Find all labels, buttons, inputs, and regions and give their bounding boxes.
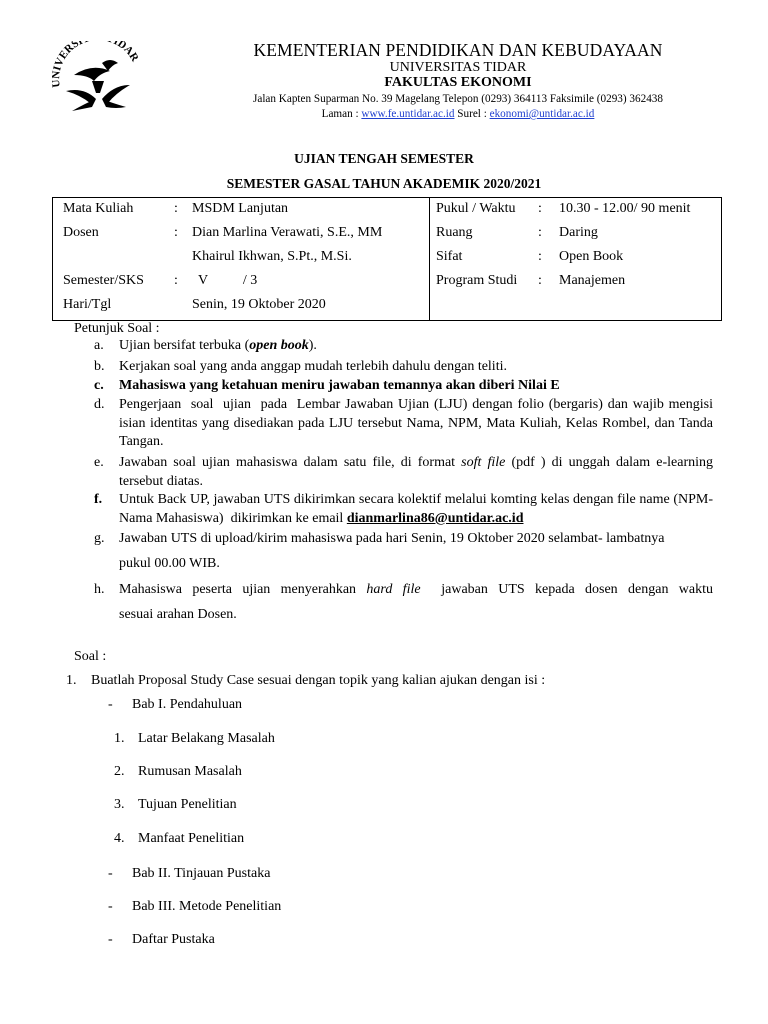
info-value: 10.30 - 12.00/ 90 menit xyxy=(559,201,691,216)
info-colon: : xyxy=(538,201,542,216)
item-text-part: Mahasiswa peserta ujian menyerahkan xyxy=(119,582,367,597)
question-1 xyxy=(66,673,546,689)
item-marker: c. xyxy=(94,378,104,393)
item-marker: f. xyxy=(94,492,103,507)
item-text: pukul 00.00 WIB. xyxy=(119,556,220,571)
question-text: Buatlah Proposal Study Case sesuai dengan topik yang kalian ajukan dengan isi : xyxy=(91,673,546,688)
outline-marker: 3. xyxy=(114,797,125,812)
question-marker: 1. xyxy=(66,673,77,688)
item-text-part: Untuk Back UP, jawaban UTS dikirimkan secara kolektif melalui komting kelas dengan file name (NPM-Nama Mahasiswa) dikirimkan ke email xyxy=(119,492,713,526)
item-marker: b. xyxy=(94,359,105,374)
info-colon: : xyxy=(174,273,178,288)
outline-text: Bab II. Tinjauan Pustaka xyxy=(132,866,271,881)
outline-marker: 2. xyxy=(114,764,125,779)
website-link[interactable]: www.fe.untidar.ac.id xyxy=(361,108,455,120)
item-text: Mahasiswa yang ketahuan meniru jawaban temannya akan diberi Nilai E xyxy=(119,378,560,393)
info-value: Manajemen xyxy=(559,273,626,288)
item-text: Pengerjaan soal ujian pada Lembar Jawaban Ujian (LJU) dengan folio (bergaris) dan wajib mengisi isian identitas yang disediakan pada LJU tersebut Nama, NPM, Mata Kuliah, Kelas Rombel, dan Tanda Tangan. xyxy=(119,397,717,450)
info-row xyxy=(53,270,429,294)
info-row xyxy=(53,246,429,270)
item-text-part: Jawaban soal ujian mahasiswa dalam satu file, di format xyxy=(119,455,462,470)
item-text xyxy=(119,454,713,491)
info-colon: : xyxy=(174,201,178,216)
outline-marker: - xyxy=(108,899,113,914)
item-text xyxy=(119,337,713,356)
outline-text: Tujuan Penelitian xyxy=(138,797,237,812)
info-label: Pukul / Waktu xyxy=(436,201,516,216)
info-row xyxy=(53,198,429,222)
outline-text: Daftar Pustaka xyxy=(132,932,215,947)
outline-text: Bab III. Metode Penelitian xyxy=(132,899,282,914)
svg-text:UNIVERSITAS TIDAR xyxy=(52,41,141,88)
info-row xyxy=(430,222,721,246)
outline-marker: - xyxy=(108,866,113,881)
exam-info-table xyxy=(52,197,722,321)
item-marker: d. xyxy=(94,397,105,412)
item-text: Kerjakan soal yang anda anggap mudah terlebih dahulu dengan teliti. xyxy=(119,359,507,374)
item-text-part: Ujian bersifat terbuka ( xyxy=(119,338,250,353)
info-value: Dian Marlina Verawati, S.E., MM xyxy=(192,225,383,240)
info-value: V / 3 xyxy=(198,273,258,288)
item-emphasis: open book xyxy=(249,338,309,353)
info-colon: : xyxy=(538,273,542,288)
info-label: Sifat xyxy=(436,249,463,264)
item-marker: g. xyxy=(94,531,105,546)
outline-text: Manfaat Penelitian xyxy=(138,831,245,846)
info-row xyxy=(53,294,429,318)
item-text xyxy=(119,491,713,528)
item-emphasis: hard file xyxy=(366,582,421,597)
info-row xyxy=(430,270,721,294)
info-value: MSDM Lanjutan xyxy=(192,201,289,216)
info-label: Program Studi xyxy=(436,273,518,288)
item-text xyxy=(119,581,713,600)
info-row xyxy=(53,222,429,246)
university-name: UNIVERSITAS TIDAR xyxy=(389,60,527,75)
item-marker: e. xyxy=(94,455,104,470)
info-colon: : xyxy=(538,249,542,264)
outline-text: Rumusan Masalah xyxy=(138,764,242,779)
questions-heading: Soal : xyxy=(74,649,107,664)
address-line: Jalan Kapten Suparman No. 39 Magelang Telepon (0293) 364113 Faksimile (0293) 362438 xyxy=(253,93,663,105)
exam-info-right xyxy=(430,198,722,321)
outline-marker: - xyxy=(108,697,113,712)
item-text-part: ). xyxy=(308,338,317,353)
item-text: Jawaban UTS di upload/kirim mahasiswa pada hari Senin, 19 Oktober 2020 selambat- lambatnya xyxy=(119,531,665,546)
outline-marker: 1. xyxy=(114,731,125,746)
contact-line xyxy=(168,108,748,120)
info-label: Hari/Tgl xyxy=(63,297,112,312)
outline-text: Latar Belakang Masalah xyxy=(138,731,275,746)
info-row xyxy=(430,246,721,270)
info-label: Dosen xyxy=(63,225,99,240)
logo-text: IVERSI IDAR xyxy=(52,41,141,72)
exam-subtitle: SEMESTER GASAL TAHUN AKADEMIK 2020/2021 xyxy=(226,176,542,191)
info-colon: : xyxy=(174,225,178,240)
outline-text: Bab I. Pendahuluan xyxy=(132,697,243,712)
item-marker: a. xyxy=(94,338,104,353)
info-label: Mata Kuliah xyxy=(63,201,134,216)
exam-info-left xyxy=(53,198,430,321)
info-colon: : xyxy=(538,225,542,240)
info-label: Ruang xyxy=(436,225,473,240)
item-marker: h. xyxy=(94,582,105,597)
info-label: Semester/SKS xyxy=(63,273,144,288)
item-text: sesuai arahan Dosen. xyxy=(119,607,237,622)
info-value: Daring xyxy=(559,225,598,240)
instructions-heading: Petunjuk Soal : xyxy=(74,321,160,336)
item-text-part: (pdf ) di unggah dalam e-learning tersebut diatas. xyxy=(119,455,713,489)
outline-marker: - xyxy=(108,932,113,947)
info-row xyxy=(430,198,721,222)
laman-label: Laman : xyxy=(321,108,359,120)
faculty-name: FAKULTAS EKONOMI xyxy=(384,75,532,90)
surel-label: Surel : xyxy=(457,108,487,120)
ministry-name: KEMENTERIAN PENDIDIKAN DAN KEBUDAYAAN xyxy=(253,40,663,60)
info-value: Open Book xyxy=(559,249,624,264)
university-logo xyxy=(52,41,142,121)
email-link[interactable]: ekonomi@untidar.ac.id xyxy=(489,108,595,120)
item-text-part: jawaban UTS kepada dosen dengan waktu xyxy=(420,582,713,597)
email-link[interactable]: dianmarlina86@untidar.ac.id xyxy=(346,510,524,526)
outline-marker: 4. xyxy=(114,831,125,846)
item-emphasis: soft file xyxy=(461,455,506,470)
info-value: Senin, 19 Oktober 2020 xyxy=(192,297,326,312)
info-value: Khairul Ikhwan, S.Pt., M.Si. xyxy=(192,249,352,264)
exam-title: UJIAN TENGAH SEMESTER xyxy=(294,151,474,166)
